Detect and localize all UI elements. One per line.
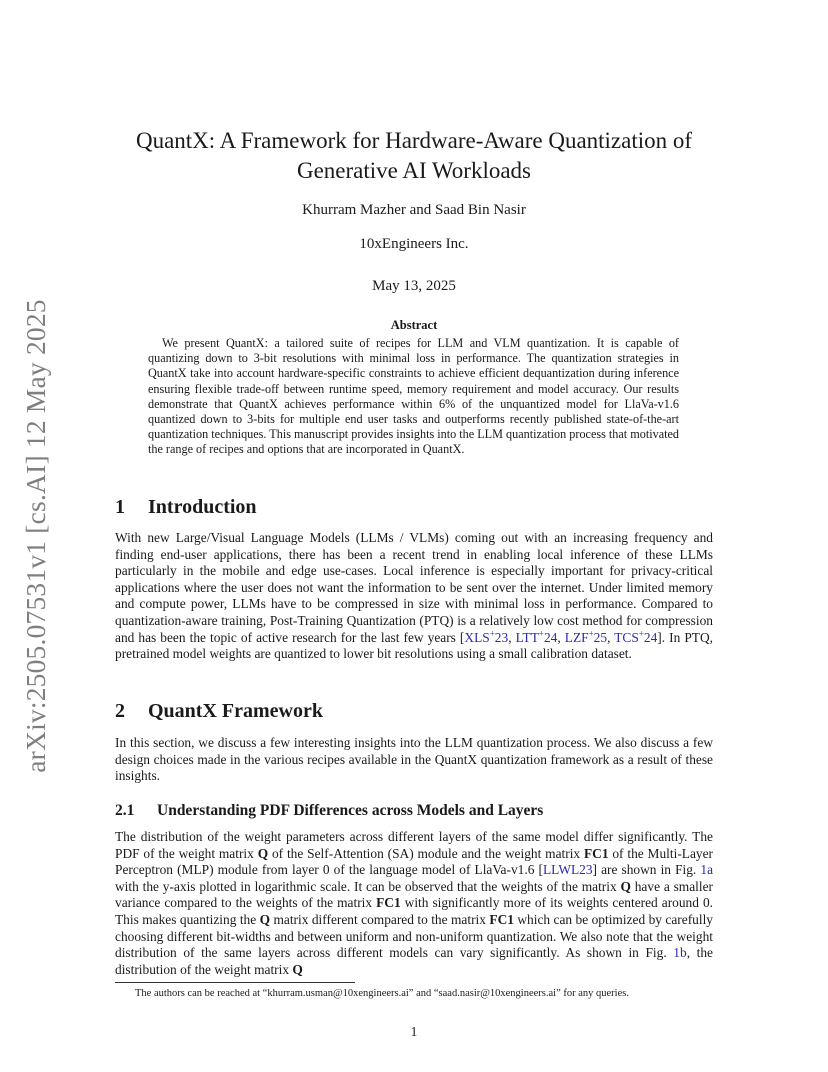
paper-title-line-2: Generative AI Workloads: [296, 158, 532, 183]
paper-title-line-1: QuantX: A Framework for Hardware-Aware Quantization of: [135, 128, 693, 153]
pdf-differences-paragraph: The distribution of the weight parameters across different layers of the same model differ significantly. The PDF of the weight matrix Q of the Self-Attention (SA) module and the weight matrix FC1 of the Multi-Layer Perceptron (MLP) module from layer 0 of the language model of LlaVa-v1.6 [LLWL23] are shown in Fig. 1a with the y-axis plotted in logarithmic scale. It can be observed that the weights of the matrix Q have a smaller variance compared to the weights of the matrix FC1 with significantly more of its weights centered around 0. This makes quantizing the Q matrix different compared to the matrix FC1 which can be optimized by carefully choosing different bit-widths and between uniform and non-uniform quantization. We also note that the weight distribution of the same layers across different models can vary significantly. As shown in Fig. 1b, the distribution of the weight matrix Q: [115, 829, 714, 977]
footnote-rule: [115, 982, 355, 983]
section-heading-framework: [115, 700, 323, 723]
arxiv-stamp: [14, 300, 58, 772]
citation-llwl23[interactable]: LLWL23: [542, 862, 593, 878]
section-number: 1: [115, 496, 125, 518]
footnote: The authors can be reached at “khurram.usman@10xengineers.ai” and “saad.nasir@10xengineers.ai” for any queries.: [135, 988, 629, 999]
abstract-text: We present QuantX: a tailored suite of recipes for LLM and VLM quantization. It is capable of quantizing down to 3-bit resolutions with minimal loss in performance. The quantization strategies in QuantX take into account hardware-specific constraints to achieve efficient dequantization during inference ensuring flexible trade-off between runtime speed, memory requirement and model accuracy. Our results demonstrate that QuantX achieves performance within 6% of the unquantized model for LlaVa-v1.6 quantized down to 3-bits for multiple end user tasks and outperforms recently published state-of-the-art quantization techniques. This manuscript provides insights into the LLM quantization process that motivated the range of recipes and options that are incorporated in QuantX.: [148, 336, 679, 457]
subsection-heading-pdf-differences: [115, 802, 543, 820]
citation-ltt24[interactable]: LTT+24: [515, 628, 558, 645]
citation-tcs24[interactable]: TCS+24: [614, 628, 658, 645]
citation-lzf25[interactable]: LZF+25: [564, 628, 608, 645]
subsection-number: 2.1: [115, 802, 135, 819]
framework-paragraph: In this section, we discuss a few interesting insights into the LLM quantization process. We also discuss a few design choices made in the various recipes available in the QuantX quantization framework as a result of these insights.: [115, 735, 713, 784]
figure-ref-1a[interactable]: 1a: [700, 862, 714, 878]
intro-text-a: With new Large/Visual Language Models (LLMs / VLMs) coming out with an increasing frequency and finding end-user applications, there has been a recent trend in enabling local inference of these LLMs particularly in the mobile and edge use-cases. Local inference is especially important for privacy-critical applications where the user does not want the information to be sent over the internet. Under limited memory and compute power, LLMs have to be compressed in size with minimal loss in performance. Compared to quantization-aware training, Post-Training Quantization (PTQ) is a relatively low cost method for compression and has been the topic of active research for the last few years [: [115, 530, 713, 645]
abstract-heading: Abstract: [390, 318, 438, 332]
intro-paragraph: With new Large/Visual Language Models (LLMs / VLMs) coming out with an increasing frequency and finding end-user applications, there has been a recent trend in enabling local inference of these LLMs particularly in the mobile and edge use-cases. Local inference is especially important for privacy-critical applications where the user does not want the information to be sent over the internet. Under limited memory and compute power, LLMs have to be compressed in size with minimal loss in performance. Compared to quantization-aware training, Post-Training Quantization (PTQ) is a relatively low cost method for compression and has been the topic of active research for the last few years [XLS+23, LTT+24, LZF+25, TCS+24]. In PTQ, pretrained model weights are quantized to lower bit resolutions using a small calibration dataset.: [115, 530, 713, 662]
section-title: Introduction: [148, 496, 257, 518]
paper-title: [100, 126, 728, 186]
arxiv-stamp-text: arXiv:2505.07531v1 [cs.AI] 12 May 2025: [20, 299, 51, 773]
section-number: 2: [115, 700, 125, 722]
citation-xls23[interactable]: XLS+23: [464, 628, 509, 645]
figure-ref-1b[interactable]: 1b: [673, 945, 687, 961]
section-title: QuantX Framework: [148, 700, 323, 722]
subsection-title: Understanding PDF Differences across Models and Layers: [157, 802, 544, 819]
authors: Khurram Mazher and Saad Bin Nasir: [302, 202, 526, 218]
date: May 13, 2025: [372, 278, 456, 294]
page-number: 1: [410, 1024, 418, 1039]
intro-text-b: ]. In PTQ, pretrained model weights are quantized to lower bit resolutions using a small calibration dataset.: [115, 629, 713, 662]
affiliation: 10xEngineers Inc.: [359, 236, 469, 252]
section-heading-introduction: [115, 496, 257, 519]
